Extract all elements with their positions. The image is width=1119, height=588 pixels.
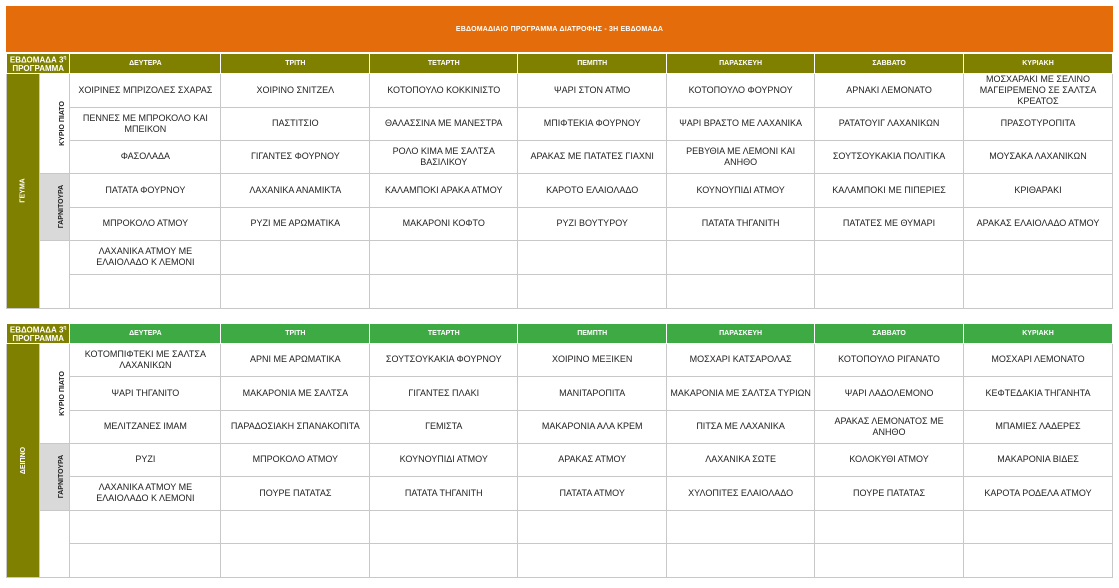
dish-cell: ΜΠΑΜΙΕΣ ΛΑΔΕΡΕΣ — [964, 410, 1113, 443]
dish-cell: ΠΙΤΣΑ ΜΕ ΛΑΧΑΝΙΚΑ — [667, 410, 815, 443]
day-header: ΠΕΜΠΤΗ — [518, 324, 667, 344]
table-row — [7, 476, 1113, 510]
dish-cell: ΑΡΑΚΑΣ ΛΕΜΟΝΑΤΟΣ ΜΕ ΑΝΗΘΟ — [815, 410, 964, 443]
week-label: ΕΒΔΟΜΑΔΑ 3 — [9, 55, 64, 65]
dish-cell: ΘΑΛΑΣΣΙΝΑ ΜΕ ΜΑΝΕΣΤΡΑ — [370, 107, 518, 140]
dish-cell: ΚΑΛΑΜΠΟΚΙ ΜΕ ΠΙΠΕΡΙΕΣ — [815, 173, 964, 207]
dish-cell — [221, 240, 370, 274]
dish-cell: ΨΑΡΙ ΣΤΟΝ ΑΤΜΟ — [518, 73, 667, 107]
dish-cell: ΜΑΚΑΡΟΝΙΑ ΜΕ ΣΑΛΤΣΑ ΤΥΡΙΩΝ — [667, 376, 815, 410]
table-row — [7, 443, 1113, 476]
dish-cell: ΧΥΛΟΠΙΤΕΣ ΕΛΑΙΟΛΑΔΟ — [667, 476, 815, 510]
dish-cell: ΠΑΤΑΤΑ ΤΗΓΑΝΙΤΗ — [667, 207, 815, 240]
dish-cell — [667, 240, 815, 274]
dish-cell: ΜΠΙΦΤΕΚΙΑ ΦΟΥΡΝΟΥ — [518, 107, 667, 140]
dish-cell — [70, 510, 221, 543]
dish-cell: ΡΑΤΑΤΟΥΙΓ ΛΑΧΑΝΙΚΩΝ — [815, 107, 964, 140]
dish-cell: ΡΥΖΙ ΜΕ ΑΡΩΜΑΤΙΚΑ — [221, 207, 370, 240]
dish-cell — [518, 543, 667, 577]
day-header: ΔΕΥΤΕΡΑ — [70, 324, 221, 344]
category-label: ΓΑΡΝΙΤΟΥΡΑ — [40, 173, 70, 240]
dish-cell: ΨΑΡΙ ΤΗΓΑΝΙΤΟ — [70, 376, 221, 410]
week-program-label — [7, 324, 70, 344]
dish-cell — [221, 543, 370, 577]
meal-plan-sheet — [6, 6, 1113, 586]
category-label: ΓΑΡΝΙΤΟΥΡΑ — [40, 443, 70, 510]
dish-cell: ΛΑΧΑΝΙΚΑ ΑΤΜΟΥ ΜΕ ΕΛΑΙΟΛΑΔΟ Κ ΛΕΜΟΝΙ — [70, 476, 221, 510]
dish-cell: ΠΑΤΑΤΑ ΤΗΓΑΝΙΤΗ — [370, 476, 518, 510]
day-header: ΤΕΤΑΡΤΗ — [370, 54, 518, 74]
dish-cell: ΧΟΙΡΙΝΕΣ ΜΠΡΙΖΟΛΕΣ ΣΧΑΡΑΣ — [70, 73, 221, 107]
dish-cell: ΜΟΣΧΑΡΙ ΛΕΜΟΝΑΤΟ — [964, 343, 1113, 376]
dish-cell — [518, 510, 667, 543]
dish-cell: ΜΑΚΑΡΟΝΙ ΚΟΦΤΟ — [370, 207, 518, 240]
program-label: ΠΡΟΓΡΑΜΜΑ — [12, 333, 65, 343]
table-row — [7, 207, 1113, 240]
dish-cell: ΛΑΧΑΝΙΚΑ ΑΤΜΟΥ ΜΕ ΕΛΑΙΟΛΑΔΟ Κ ΛΕΜΟΝΙ — [70, 240, 221, 274]
table-row — [7, 376, 1113, 410]
dish-cell: ΦΑΣΟΛΑΔΑ — [70, 140, 221, 173]
dish-cell: ΚΟΤΟΠΟΥΛΟ ΡΙΓΑΝΑΤΟ — [815, 343, 964, 376]
dish-cell — [815, 274, 964, 308]
dish-cell: ΛΑΧΑΝΙΚΑ ΣΩΤΕ — [667, 443, 815, 476]
dish-cell: ΜΠΡΟΚΟΛΟ ΑΤΜΟΥ — [70, 207, 221, 240]
dish-cell: ΚΟΤΟΠΟΥΛΟ ΚΟΚΚΙΝΙΣΤΟ — [370, 73, 518, 107]
dish-cell — [964, 240, 1113, 274]
dish-cell — [667, 274, 815, 308]
day-header: ΤΡΙΤΗ — [221, 324, 370, 344]
dish-cell — [370, 274, 518, 308]
day-header: ΠΕΜΠΤΗ — [518, 54, 667, 74]
day-header: ΚΥΡΙΑΚΗ — [964, 54, 1113, 74]
dish-cell: ΜΑΚΑΡΟΝΙΑ ΑΛΑ ΚΡΕΜ — [518, 410, 667, 443]
day-header: ΤΕΤΑΡΤΗ — [370, 324, 518, 344]
dish-cell: ΜΕΛΙΤΖΑΝΕΣ ΙΜΑΜ — [70, 410, 221, 443]
category-label — [40, 510, 70, 577]
dish-cell — [518, 274, 667, 308]
dish-cell: ΚΟΛΟΚΥΘΙ ΑΤΜΟΥ — [815, 443, 964, 476]
dish-cell — [70, 543, 221, 577]
day-header: ΠΑΡΑΣΚΕΥΗ — [667, 324, 815, 344]
dish-cell: ΠΕΝΝΕΣ ΜΕ ΜΠΡΟΚΟΛΟ ΚΑΙ ΜΠΕΙΚΟΝ — [70, 107, 221, 140]
dish-cell: ΠΡΑΣΟΤΥΡΟΠΙΤΑ — [964, 107, 1113, 140]
category-label: ΚΥΡΙΟ ΠΙΑΤΟ — [40, 343, 70, 443]
day-header: ΠΑΡΑΣΚΕΥΗ — [667, 54, 815, 74]
dish-cell: ΨΑΡΙ ΛΑΔΟΛΕΜΟΝΟ — [815, 376, 964, 410]
dish-cell: ΚΟΤΟΜΠΙΦΤΕΚΙ ΜΕ ΣΑΛΤΣΑ ΛΑΧΑΝΙΚΩΝ — [70, 343, 221, 376]
dish-cell: ΑΡΑΚΑΣ ΑΤΜΟΥ — [518, 443, 667, 476]
dish-cell: ΡΥΖΙ ΒΟΥΤΥΡΟΥ — [518, 207, 667, 240]
dish-cell: ΧΟΙΡΙΝΟ ΣΝΙΤΖΕΛ — [221, 73, 370, 107]
table-row — [7, 107, 1113, 140]
category-label — [40, 240, 70, 308]
schedule-table-dinner — [6, 323, 1113, 578]
dish-cell — [815, 240, 964, 274]
dish-cell: ΜΑΚΑΡΟΝΙΑ ΒΙΔΕΣ — [964, 443, 1113, 476]
dish-cell: ΨΑΡΙ ΒΡΑΣΤΟ ΜΕ ΛΑΧΑΝΙΚΑ — [667, 107, 815, 140]
dish-cell — [964, 274, 1113, 308]
table-row — [7, 343, 1113, 376]
table-row — [7, 510, 1113, 543]
week-label-suffix: η — [63, 55, 67, 61]
dish-cell — [221, 274, 370, 308]
dish-cell: ΠΑΤΑΤΑ ΦΟΥΡΝΟΥ — [70, 173, 221, 207]
table-row — [7, 173, 1113, 207]
dish-cell — [815, 543, 964, 577]
days-header-row — [7, 54, 1113, 74]
dish-cell: ΜΑΚΑΡΟΝΙΑ ΜΕ ΣΑΛΤΣΑ — [221, 376, 370, 410]
week-program-label — [7, 54, 70, 74]
table-row — [7, 410, 1113, 443]
dish-cell: ΚΟΥΝΟΥΠΙΔΙ ΑΤΜΟΥ — [667, 173, 815, 207]
dish-cell: ΚΕΦΤΕΔΑΚΙΑ ΤΗΓΑΝΗΤΑ — [964, 376, 1113, 410]
category-label: ΚΥΡΙΟ ΠΙΑΤΟ — [40, 73, 70, 173]
dish-cell: ΠΑΣΤΙΤΣΙΟ — [221, 107, 370, 140]
dish-cell: ΡΟΛΟ ΚΙΜΑ ΜΕ ΣΑΛΤΣΑ ΒΑΣΙΛΙΚΟΥ — [370, 140, 518, 173]
dish-cell: ΚΑΡΟΤΟ ΕΛΑΙΟΛΑΔΟ — [518, 173, 667, 207]
dish-cell: ΛΑΧΑΝΙΚΑ ΑΝΑΜΙΚΤΑ — [221, 173, 370, 207]
table-row — [7, 73, 1113, 107]
dish-cell: ΠΟΥΡΕ ΠΑΤΑΤΑΣ — [221, 476, 370, 510]
sheet-title: ΕΒΔΟΜΑΔΙΑΙΟ ΠΡΟΓΡΑΜΜΑ ΔΙΑΤΡΟΦΗΣ - 3Η ΕΒΔΟΜΑΔΑ — [6, 6, 1113, 52]
dish-cell — [815, 510, 964, 543]
dish-cell: ΚΟΥΝΟΥΠΙΔΙ ΑΤΜΟΥ — [370, 443, 518, 476]
day-header: ΤΡΙΤΗ — [221, 54, 370, 74]
dish-cell: ΑΡΝΑΚΙ ΛΕΜΟΝΑΤΟ — [815, 73, 964, 107]
dish-cell: ΚΑΛΑΜΠΟΚΙ ΑΡΑΚΑ ΑΤΜΟΥ — [370, 173, 518, 207]
meal-label: ΔΕΙΠΝΟ — [7, 343, 40, 577]
dish-cell — [667, 543, 815, 577]
schedule-table-lunch — [6, 53, 1113, 309]
dish-cell: ΧΟΙΡΙΝΟ ΜΕΞΙΚΕΝ — [518, 343, 667, 376]
dish-cell — [518, 240, 667, 274]
dish-cell: ΓΙΓΑΝΤΕΣ ΠΛΑΚΙ — [370, 376, 518, 410]
week-label: ΕΒΔΟΜΑΔΑ 3 — [9, 325, 64, 335]
dish-cell: ΑΡΝΙ ΜΕ ΑΡΩΜΑΤΙΚΑ — [221, 343, 370, 376]
dish-cell: ΑΡΑΚΑΣ ΕΛΑΙΟΛΑΔΟ ΑΤΜΟΥ — [964, 207, 1113, 240]
day-header: ΔΕΥΤΕΡΑ — [70, 54, 221, 74]
table-row — [7, 543, 1113, 577]
week-label-suffix: η — [63, 325, 67, 331]
dish-cell: ΜΑΝΙΤΑΡΟΠΙΤΑ — [518, 376, 667, 410]
dish-cell: ΜΠΡΟΚΟΛΟ ΑΤΜΟΥ — [221, 443, 370, 476]
dish-cell: ΠΑΤΑΤΑ ΑΤΜΟΥ — [518, 476, 667, 510]
dish-cell: ΠΑΡΑΔΟΣΙΑΚΗ ΣΠΑΝΑΚΟΠΙΤΑ — [221, 410, 370, 443]
dish-cell: ΜΟΣΧΑΡΑΚΙ ΜΕ ΣΕΛΙΝΟ ΜΑΓΕΙΡΕΜΕΝΟ ΣΕ ΣΑΛΤΣΑ ΚΡΕΑΤΟΣ — [964, 73, 1113, 107]
dish-cell — [964, 543, 1113, 577]
day-header: ΣΑΒΒΑΤΟ — [815, 324, 964, 344]
dish-cell: ΑΡΑΚΑΣ ΜΕ ΠΑΤΑΤΕΣ ΓΙΑΧΝΙ — [518, 140, 667, 173]
dish-cell: ΓΕΜΙΣΤΑ — [370, 410, 518, 443]
dish-cell: ΜΟΥΣΑΚΑ ΛΑΧΑΝΙΚΩΝ — [964, 140, 1113, 173]
dish-cell — [667, 510, 815, 543]
dish-cell — [964, 510, 1113, 543]
day-header: ΚΥΡΙΑΚΗ — [964, 324, 1113, 344]
dish-cell: ΚΟΤΟΠΟΥΛΟ ΦΟΥΡΝΟΥ — [667, 73, 815, 107]
dish-cell: ΜΟΣΧΑΡΙ ΚΑΤΣΑΡΟΛΑΣ — [667, 343, 815, 376]
dish-cell: ΣΟΥΤΣΟΥΚΑΚΙΑ ΦΟΥΡΝΟΥ — [370, 343, 518, 376]
table-row — [7, 140, 1113, 173]
dish-cell — [370, 543, 518, 577]
dish-cell — [370, 240, 518, 274]
dish-cell — [370, 510, 518, 543]
table-row — [7, 274, 1113, 308]
dish-cell: ΡΕΒΥΘΙΑ ΜΕ ΛΕΜΟΝΙ ΚΑΙ ΑΝΗΘΟ — [667, 140, 815, 173]
meal-label: ΓΕΥΜΑ — [7, 73, 40, 308]
dish-cell: ΠΑΤΑΤΕΣ ΜΕ ΘΥΜΑΡΙ — [815, 207, 964, 240]
dish-cell — [70, 274, 221, 308]
day-header: ΣΑΒΒΑΤΟ — [815, 54, 964, 74]
dish-cell: ΚΡΙΘΑΡΑΚΙ — [964, 173, 1113, 207]
dish-cell: ΡΥΖΙ — [70, 443, 221, 476]
program-label: ΠΡΟΓΡΑΜΜΑ — [12, 63, 65, 73]
table-row — [7, 240, 1113, 274]
dish-cell: ΚΑΡΟΤΑ ΡΟΔΕΛΑ ΑΤΜΟΥ — [964, 476, 1113, 510]
dish-cell: ΣΟΥΤΣΟΥΚΑΚΙΑ ΠΟΛΙΤΙΚΑ — [815, 140, 964, 173]
days-header-row — [7, 324, 1113, 344]
dish-cell — [221, 510, 370, 543]
dish-cell: ΠΟΥΡΕ ΠΑΤΑΤΑΣ — [815, 476, 964, 510]
dish-cell: ΓΙΓΑΝΤΕΣ ΦΟΥΡΝΟΥ — [221, 140, 370, 173]
